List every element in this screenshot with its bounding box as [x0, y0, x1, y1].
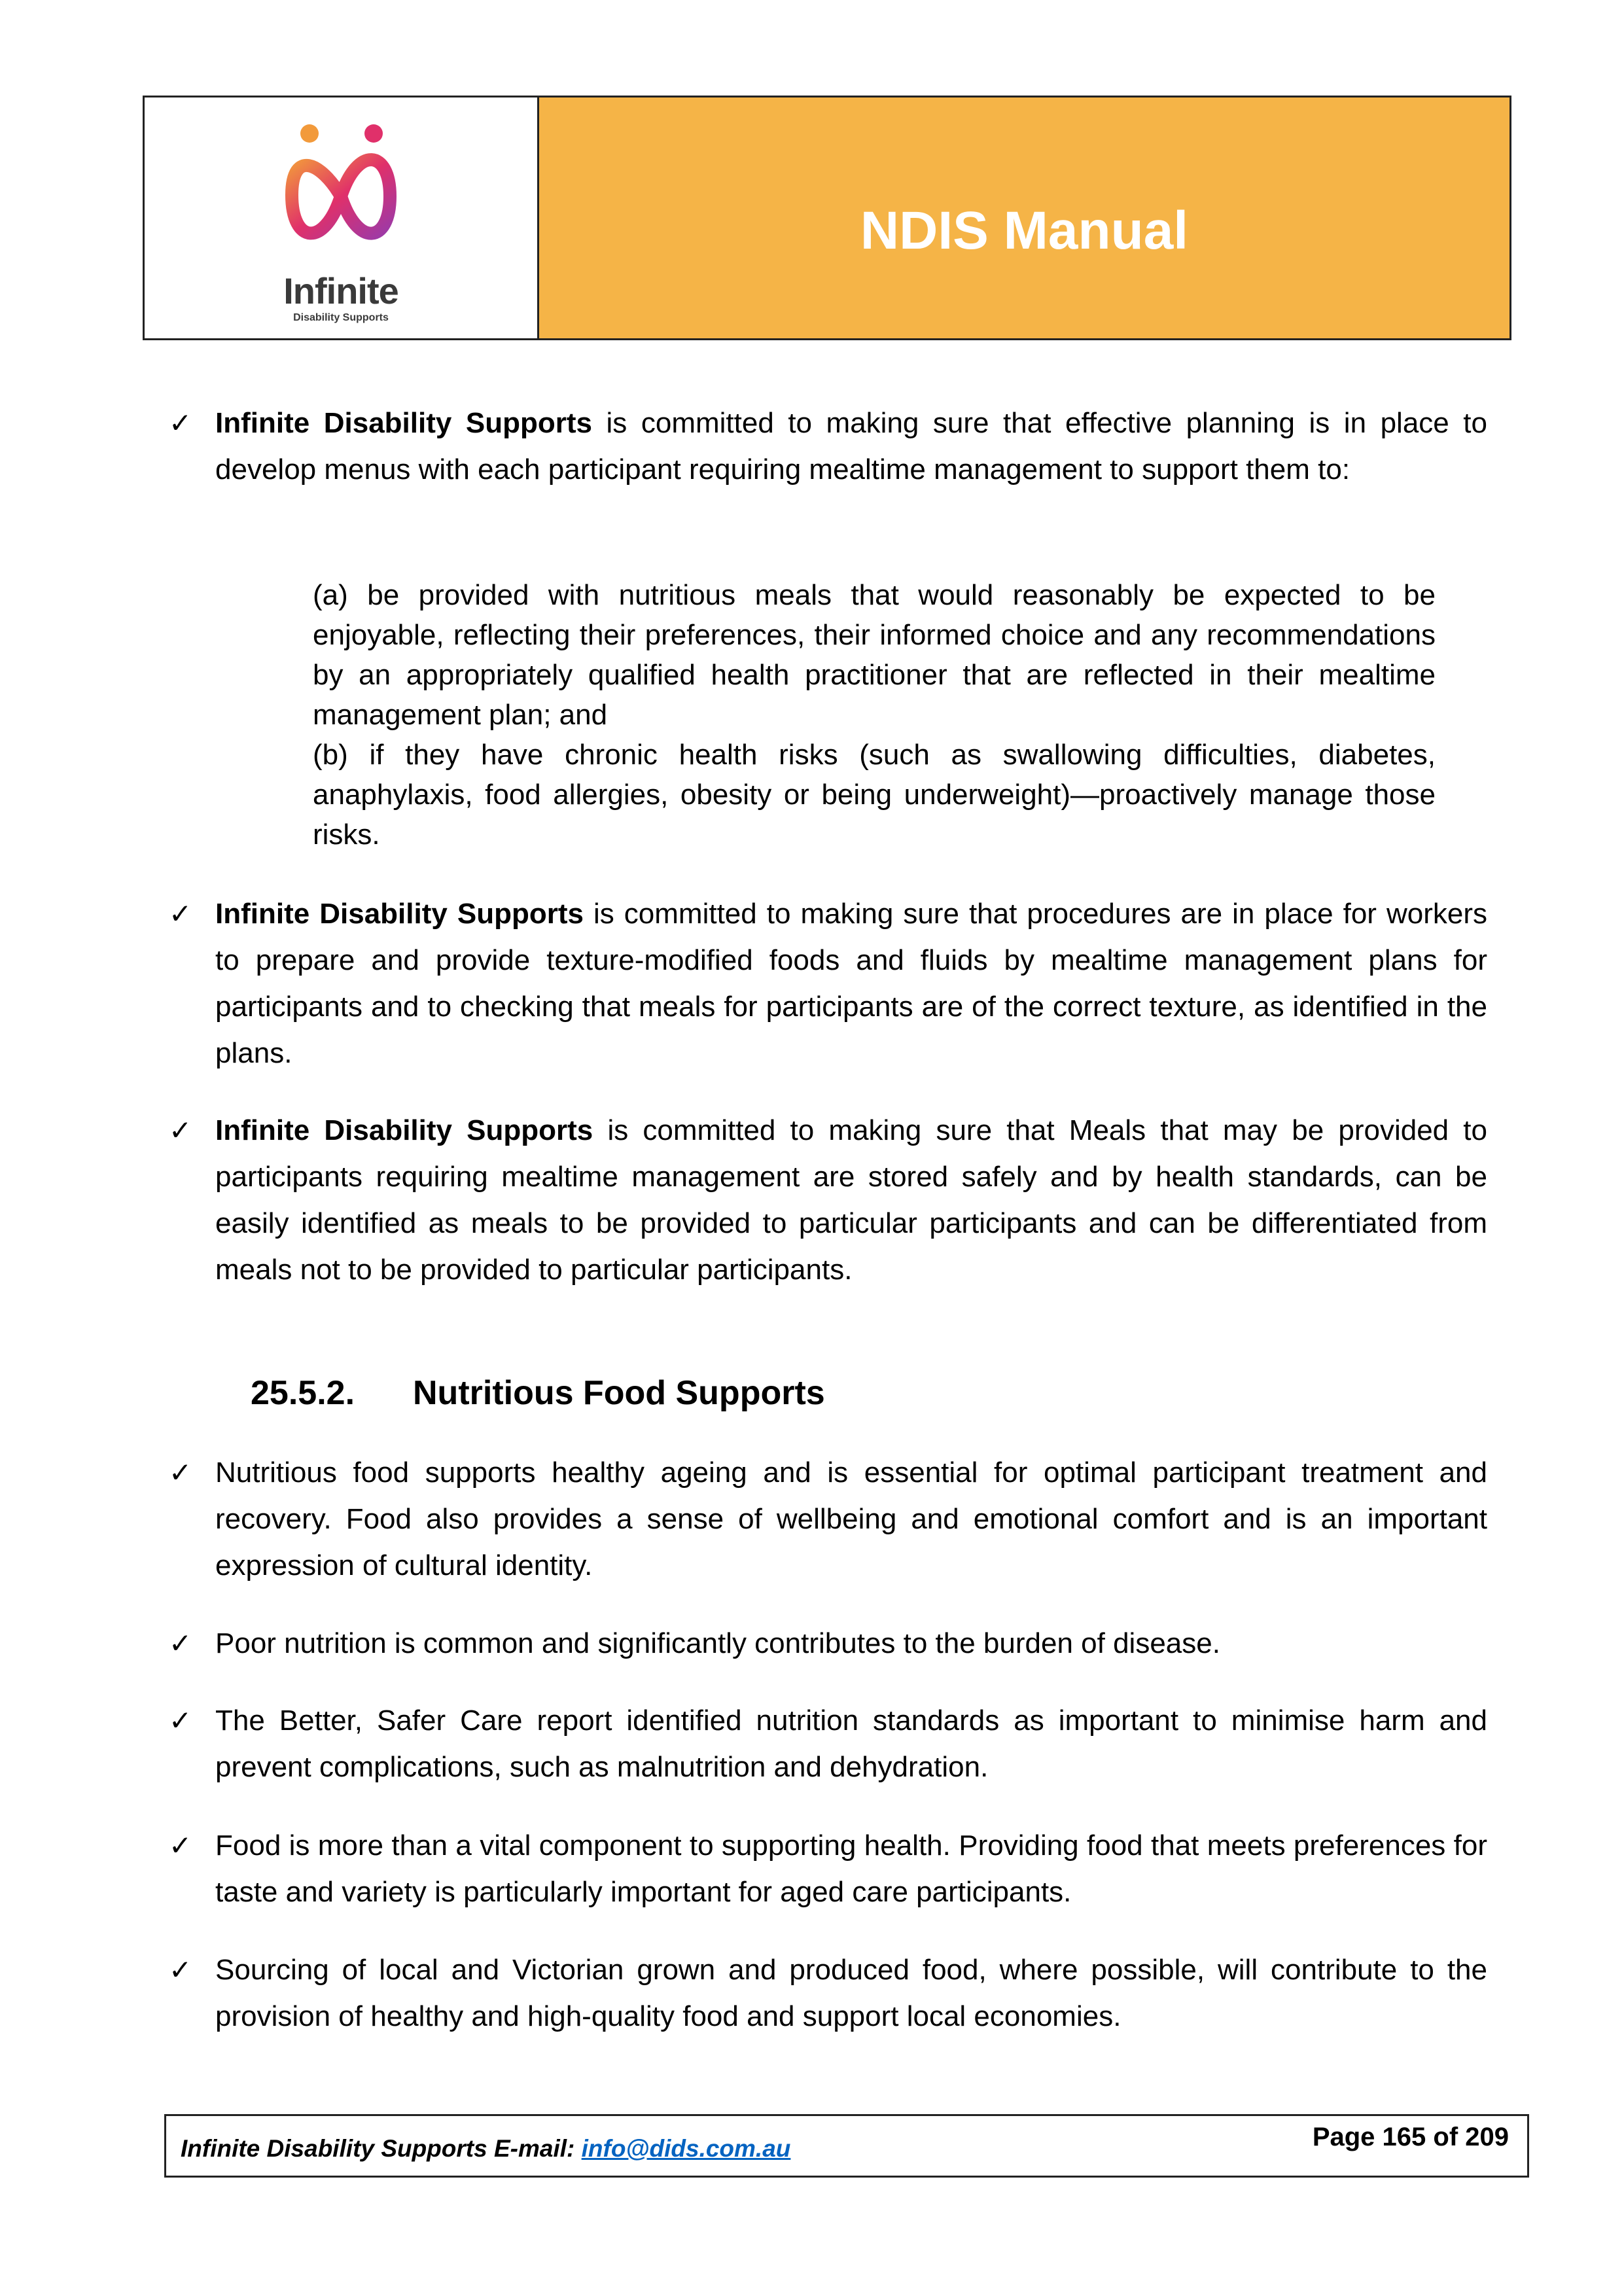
checkmark-icon: ✓	[169, 898, 192, 930]
bullet-item	[169, 891, 1504, 1076]
document-title: NDIS Manual	[860, 201, 1189, 260]
title-band	[539, 97, 1509, 338]
company-logo	[275, 123, 406, 323]
org-name: Infinite Disability Supports	[215, 1114, 593, 1146]
bullet-text: Food is more than a vital component to supporting health. Providing food that meets preferences for taste and variety is particularly important for aged care participants.	[215, 1829, 1487, 1908]
bullet-item	[169, 1107, 1504, 1293]
sub-item-a: (a) be provided with nutritious meals that would reasonably be expected to be enjoyable, reflecting their preferences, their informed choice and any recommendations by an appropriately qualified health practitioner that are reflected in their mealtime management plan; and	[313, 579, 1436, 731]
checkmark-icon: ✓	[169, 1627, 192, 1659]
section-heading	[251, 1370, 825, 1416]
checkmark-icon: ✓	[169, 1954, 192, 1986]
bullet-text: Nutritious food supports healthy ageing and is essential for optimal participant treatment and recovery. Food also provides a sense of wellbeing and emotional comfort and is an important expression of cultural identity.	[215, 1457, 1487, 1581]
bullet-item	[169, 1822, 1504, 1915]
page-footer	[164, 2114, 1529, 2178]
logo-tagline: Disability Supports	[293, 312, 389, 323]
checkmark-icon: ✓	[169, 1704, 192, 1737]
page-number: Page 165 of 209	[1312, 2123, 1509, 2151]
bullet-text: Infinite Disability Supports is committed to making sure that Meals that may be provided to participants requiring mealtime management are stored safely and by health standards, can be easily identified as meals to be provided to particular participants and can be differentiated from meals not to be provided to particular participants.	[215, 1114, 1488, 1286]
bullet-text: The Better, Safer Care report identified nutrition standards as important to minimise harm and prevent complications, such as malnutrition and dehydration.	[215, 1704, 1487, 1783]
org-name: Infinite Disability Supports	[215, 407, 592, 439]
checkmark-icon: ✓	[169, 1457, 192, 1489]
bullet-item	[169, 1449, 1504, 1589]
document-header	[143, 96, 1511, 340]
section-title: Nutritious Food Supports	[413, 1374, 825, 1412]
logo-cell	[145, 97, 539, 338]
footer-contact: Infinite Disability Supports E-mail: info@dids.com.au	[181, 2135, 791, 2162]
bullet-text: Poor nutrition is common and significantly contributes to the burden of disease.	[215, 1627, 1220, 1659]
bullet-item	[169, 1620, 1504, 1667]
org-name: Infinite Disability Supports	[215, 898, 584, 930]
bullet-item	[169, 1947, 1504, 2040]
bullet-text: Sourcing of local and Victorian grown and produced food, where possible, will contribute to the provision of healthy and high-quality food and support local economies.	[215, 1954, 1487, 2032]
bullet-item	[169, 1697, 1504, 1790]
checkmark-icon: ✓	[169, 1114, 192, 1146]
section-number: 25.5.2.	[251, 1374, 355, 1412]
sub-item-b: (b) if they have chronic health risks (such as swallowing difficulties, diabetes, anaphylaxis, food allergies, obesity or being underweight)—proactively manage those risks.	[313, 739, 1436, 851]
bullet-text: Infinite Disability Supports is committed to making sure that effective planning is in place to develop menus with each participant requiring mealtime management to support them to:	[215, 407, 1488, 486]
checkmark-icon: ✓	[169, 1829, 192, 1862]
bullet-item	[169, 400, 1504, 493]
infinity-figure-icon	[275, 123, 406, 270]
checkmark-icon: ✓	[169, 407, 192, 439]
bullet-text: Infinite Disability Supports is committed to making sure that procedures are in place for workers to prepare and provide texture-modified foods and fluids by mealtime management plans for participants and to checking that meals for participants are of the correct texture, as identified in the plans.	[215, 898, 1487, 1069]
email-link[interactable]: info@dids.com.au	[581, 2135, 791, 2162]
logo-wordmark: Infinite	[283, 270, 398, 311]
